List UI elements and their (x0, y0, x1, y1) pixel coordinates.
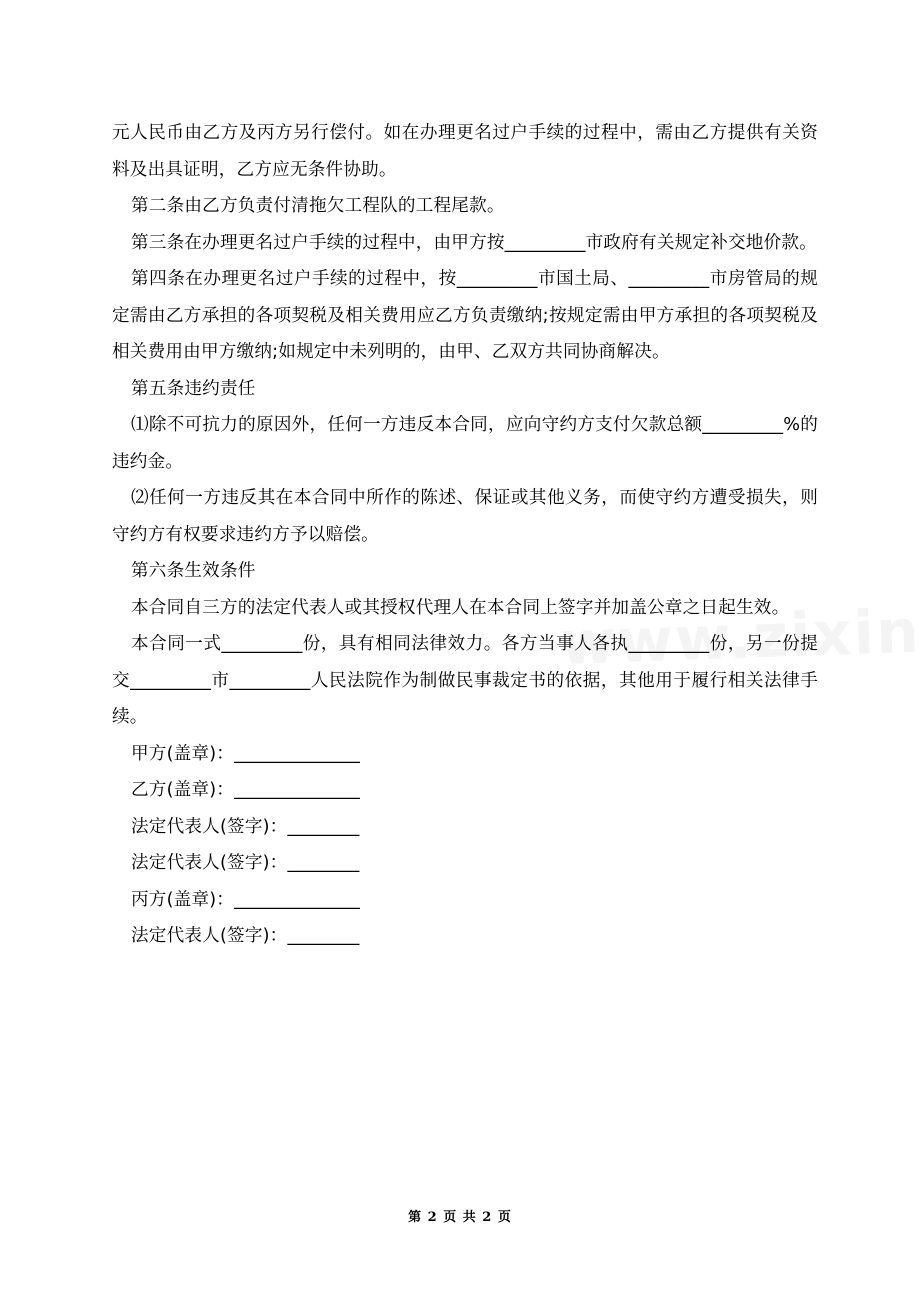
signature-party-b: 乙方(盖章)：______________ (131, 780, 361, 800)
document-body (112, 115, 818, 955)
signature-legal-rep-2: 法定代表人(签字)：________ (131, 853, 360, 873)
heading-article-6: 第六条生效条件 (131, 561, 256, 581)
paragraph-article-4: 第四条在办理更名过户手续的过程中，按_________市国土局、_________市房管局的规定需由乙方承担的各项契税及相关费用应乙方负责缴纳;按规定需由甲方承担的各项契税及相关费用由甲方缴纳;如规定中未列明的，由甲、乙双方共同协商解决。 (112, 269, 818, 362)
signature-legal-rep-3: 法定代表人(签字)：________ (131, 926, 360, 946)
paragraph-copies: 本合同一式_________份，具有相同法律效力。各方当事人各执_________份，另一份提交_________市_________人民法院作为制做民事裁定书的依据，其他用于履行相关法律手续。 (112, 634, 818, 727)
heading-article-5: 第五条违约责任 (131, 378, 256, 399)
paragraph-article-5-item-2: ⑵任何一方违反其在本合同中所作的陈述、保证或其他义务，而使守约方遭受损失，则守约方有权要求违约方予以赔偿。 (112, 488, 818, 545)
paragraph-article-2: 第二条由乙方负责付清拖欠工程队的工程尾款。 (131, 196, 505, 216)
paragraph-article-5-item-1: ⑴除不可抗力的原因外，任何一方违反本合同，应向守约方支付欠款总额_________%的违约金。 (112, 415, 818, 472)
paragraph-article-3: 第三条在办理更名过户手续的过程中，由甲方按_________市政府有关规定补交地价款。 (131, 232, 817, 253)
page-number-footer: 第 2 页 共 2 页 (408, 1210, 512, 1225)
paragraph-compensation: 元人民币由乙方及丙方另行偿付。如在办理更名过户手续的过程中，需由乙方提供有关资料及出具证明，乙方应无条件协助。 (112, 123, 818, 180)
signature-legal-rep-1: 法定代表人(签字)：________ (131, 816, 360, 837)
signature-party-c: 丙方(盖章)：______________ (131, 889, 361, 910)
paragraph-effective-date: 本合同自三方的法定代表人或其授权代理人在本合同上签字并加盖公章之日起生效。 (131, 597, 790, 618)
signature-party-a: 甲方(盖章)：______________ (131, 743, 361, 764)
